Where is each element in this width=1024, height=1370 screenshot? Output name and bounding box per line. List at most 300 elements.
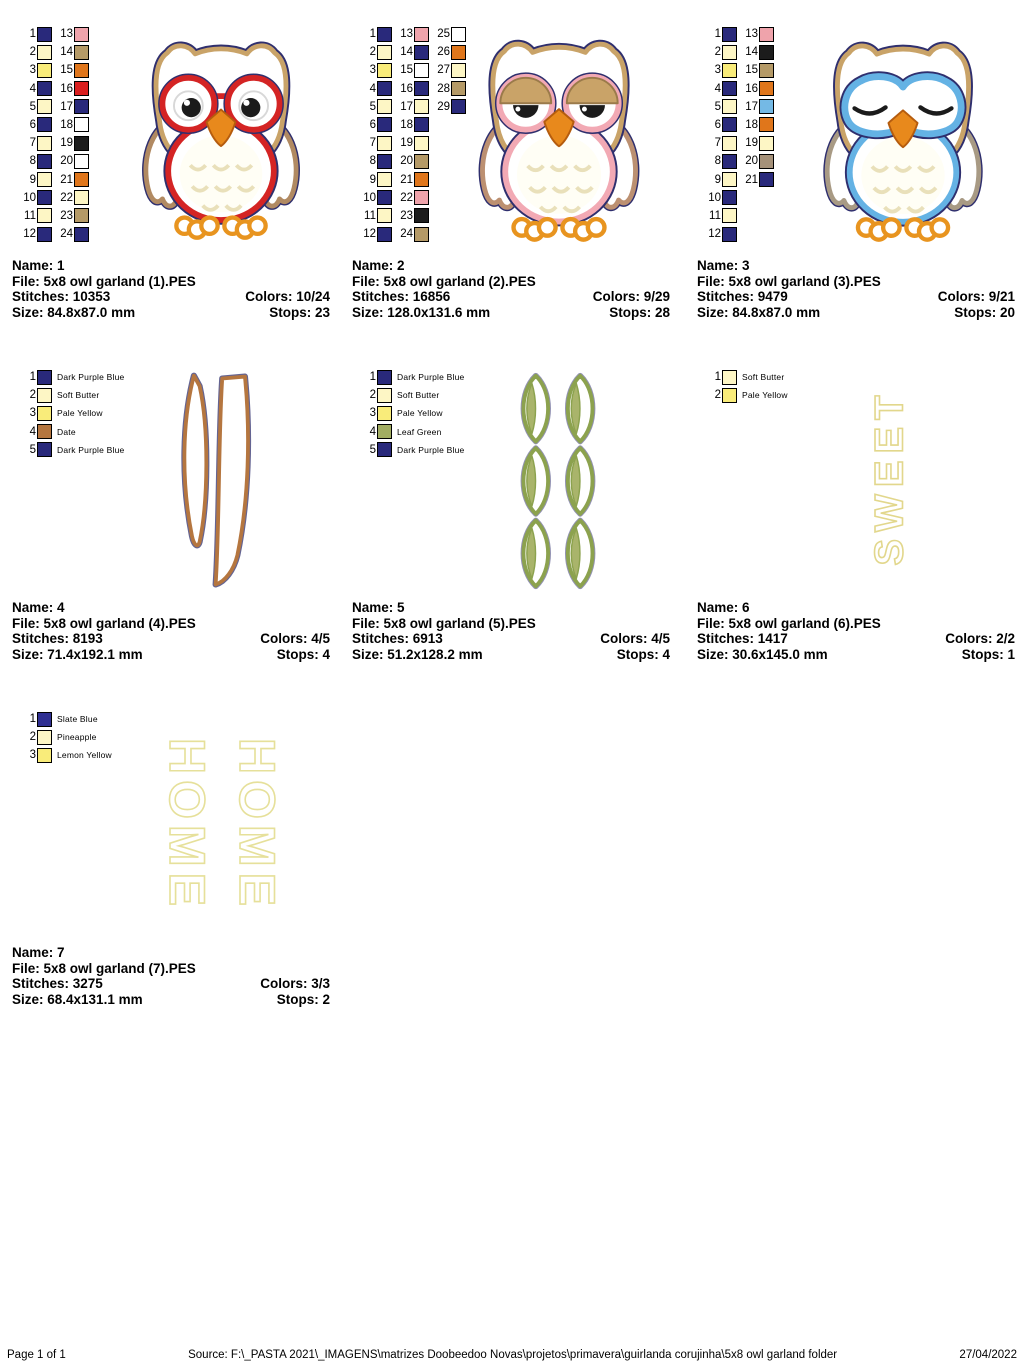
thread-number: 2 [369, 389, 376, 402]
design-card-2 [350, 25, 682, 355]
thread-number: 2 [29, 731, 36, 744]
palette-entry [703, 189, 737, 207]
thread-number: 21 [60, 173, 73, 186]
design-info [12, 600, 330, 663]
thread-number: 22 [400, 191, 413, 204]
thread-number: 21 [400, 173, 413, 186]
thread-color-chip [377, 81, 392, 96]
palette-entry [55, 25, 89, 43]
thread-number: 2 [29, 389, 36, 402]
thread-color-chip [74, 172, 89, 187]
design-card-4 [10, 368, 342, 698]
thread-color-chip [74, 208, 89, 223]
thread-color-chip [722, 388, 737, 403]
thread-color-chip [414, 208, 429, 223]
design-file: File: 5x8 owl garland (4).PES [12, 615, 196, 631]
thread-color-palette [703, 368, 788, 404]
thread-color-chip [74, 99, 89, 114]
design-info [697, 258, 1015, 321]
thread-color-chip [37, 748, 52, 763]
palette-entry [18, 746, 112, 764]
thread-color-chip [377, 63, 392, 78]
sweet-lettering: SWEET [867, 388, 912, 566]
thread-color-chip [37, 45, 52, 60]
palette-entry [55, 171, 89, 189]
thread-color-name: Pale Yellow [57, 408, 103, 419]
thread-color-chip [414, 154, 429, 169]
thread-number: 17 [60, 100, 73, 113]
thread-color-name: Dark Purple Blue [397, 372, 465, 382]
thread-color-chip [377, 136, 392, 151]
thread-color-chip [37, 117, 52, 132]
palette-entry [740, 80, 774, 98]
design-colors: Colors: 9/21 [937, 289, 1015, 305]
palette-entry [18, 423, 124, 441]
thread-number: 3 [369, 407, 376, 420]
thread-color-name: Pale Yellow [742, 390, 788, 401]
thread-color-chip [377, 424, 392, 439]
design-stops: Stops: 2 [276, 992, 330, 1008]
thread-color-chip [759, 63, 774, 78]
thread-number: 3 [29, 749, 36, 762]
thread-number: 26 [437, 46, 450, 59]
design-card-7 [10, 710, 342, 1040]
design-stitches: Stitches: 8193 [12, 631, 103, 647]
thread-color-name: Pale Yellow [397, 408, 443, 419]
palette-entry [740, 25, 774, 43]
thread-number: 23 [60, 209, 73, 222]
design-card-1 [10, 25, 342, 355]
palette-entry [358, 116, 392, 134]
palette-entry [18, 368, 124, 386]
thread-number: 12 [363, 228, 376, 241]
design-info [12, 945, 330, 1008]
thread-color-chip [722, 27, 737, 42]
thread-color-chip [74, 136, 89, 151]
design-stops: Stops: 23 [269, 305, 330, 321]
palette-entry [55, 43, 89, 61]
design-name: Name: 7 [12, 945, 65, 960]
thread-number: 24 [60, 228, 73, 241]
thread-color-chip [377, 406, 392, 421]
thread-color-name: Pineapple [57, 732, 97, 743]
palette-entry [358, 423, 464, 441]
palette-entry [358, 404, 464, 422]
thread-number: 11 [709, 209, 721, 222]
design-size: Size: 30.6x145.0 mm [697, 647, 828, 663]
thread-color-name: Soft Butter [57, 390, 100, 401]
palette-entry [740, 43, 774, 61]
thread-number: 19 [745, 137, 758, 150]
thread-color-chip [722, 227, 737, 242]
palette-entry [358, 207, 392, 225]
thread-number: 24 [400, 228, 413, 241]
thread-color-name: Soft Butter [742, 372, 785, 382]
thread-number: 10 [23, 191, 36, 204]
design-colors: Colors: 4/5 [260, 631, 330, 647]
palette-entry [18, 152, 52, 170]
thread-color-chip [722, 45, 737, 60]
palette-entry [55, 98, 89, 116]
design-stitches: Stitches: 3275 [12, 976, 103, 992]
thread-color-chip [74, 154, 89, 169]
design-size: Size: 84.8x87.0 mm [12, 305, 136, 321]
palette-entry [395, 80, 429, 98]
thread-color-chip [414, 63, 429, 78]
print-date: 27/04/2022 [959, 1349, 1017, 1361]
palette-entry [395, 134, 429, 152]
palette-entry [703, 80, 737, 98]
palette-entry [358, 441, 464, 459]
palette-entry [55, 207, 89, 225]
palette-entry [703, 25, 737, 43]
palette-entry [703, 386, 788, 404]
thread-number: 12 [23, 228, 36, 241]
thread-number: 4 [369, 425, 376, 438]
design-stops: Stops: 4 [276, 647, 330, 663]
thread-color-chip [414, 190, 429, 205]
owl-1-thumbnail [122, 27, 320, 243]
palette-entry [18, 116, 52, 134]
thread-color-chip [74, 117, 89, 132]
thread-number: 16 [400, 82, 413, 95]
thread-number: 3 [714, 64, 721, 77]
palette-entry [395, 43, 429, 61]
thread-number: 13 [400, 28, 413, 40]
palette-entry [395, 207, 429, 225]
design-stops: Stops: 20 [954, 305, 1015, 321]
palette-entry [18, 80, 52, 98]
thread-number: 6 [714, 118, 721, 131]
thread-number: 2 [714, 389, 721, 402]
thread-number: 1 [29, 371, 36, 383]
design-stitches: Stitches: 16856 [352, 289, 451, 305]
design-file: File: 5x8 owl garland (2).PES [352, 273, 536, 289]
palette-entry [703, 61, 737, 79]
thread-color-chip [37, 99, 52, 114]
owl-3-thumbnail [803, 27, 1003, 245]
thread-number: 7 [369, 137, 376, 150]
thread-color-chip [414, 81, 429, 96]
thread-color-name: Soft Butter [397, 390, 440, 401]
thread-color-chip [377, 172, 392, 187]
thread-color-chip [722, 172, 737, 187]
thread-color-chip [377, 154, 392, 169]
thread-number: 6 [29, 118, 36, 131]
design-colors: Colors: 9/29 [592, 289, 670, 305]
thread-color-name: Dark Purple Blue [57, 372, 125, 382]
thread-color-chip [74, 27, 89, 42]
thread-number: 1 [369, 371, 376, 383]
design-size: Size: 68.4x131.1 mm [12, 992, 143, 1008]
palette-entry [358, 171, 392, 189]
thread-color-chip [377, 190, 392, 205]
palette-entry [358, 80, 392, 98]
palette-entry [358, 43, 392, 61]
thread-color-chip [37, 63, 52, 78]
thread-number: 15 [745, 64, 758, 77]
thread-color-chip [377, 45, 392, 60]
palette-entry [703, 171, 737, 189]
palette-entry [55, 116, 89, 134]
design-info [12, 258, 330, 321]
thread-number: 8 [714, 155, 721, 168]
thread-color-palette [358, 368, 464, 459]
thread-number: 2 [714, 46, 721, 59]
palette-entry [395, 171, 429, 189]
thread-color-chip [377, 27, 392, 42]
design-file: File: 5x8 owl garland (5).PES [352, 615, 536, 631]
palette-entry [358, 152, 392, 170]
thread-number: 3 [369, 64, 376, 77]
palette-entry [740, 61, 774, 79]
palette-entry [55, 189, 89, 207]
thread-number: 5 [29, 443, 36, 456]
design-stops: Stops: 4 [616, 647, 670, 663]
thread-color-chip [414, 227, 429, 242]
thread-number: 10 [708, 191, 721, 204]
thread-color-name: Dark Purple Blue [57, 444, 125, 455]
thread-color-palette [358, 25, 466, 243]
design-info [352, 600, 670, 663]
thread-color-name: Lemon Yellow [57, 750, 112, 761]
thread-number: 5 [369, 443, 376, 456]
thread-number: 25 [437, 28, 450, 40]
thread-color-chip [37, 370, 52, 385]
thread-number: 1 [369, 28, 376, 40]
thread-color-chip [37, 730, 52, 745]
thread-number: 23 [400, 209, 413, 222]
thread-number: 14 [745, 46, 758, 59]
palette-entry [18, 134, 52, 152]
palette-entry [18, 728, 112, 746]
palette-entry [740, 116, 774, 134]
thread-number: 14 [400, 46, 413, 59]
thread-color-chip [722, 136, 737, 151]
thread-number: 1 [29, 28, 36, 40]
design-file: File: 5x8 owl garland (1).PES [12, 273, 196, 289]
palette-entry [740, 134, 774, 152]
thread-number: 10 [363, 191, 376, 204]
palette-entry [18, 98, 52, 116]
palette-entry [18, 710, 112, 728]
palette-entry [703, 43, 737, 61]
palette-entry [18, 25, 52, 43]
palette-entry [703, 225, 737, 243]
thread-number: 2 [29, 46, 36, 59]
thread-number: 29 [437, 100, 450, 113]
thread-color-chip [377, 442, 392, 457]
design-size: Size: 128.0x131.6 mm [352, 305, 491, 321]
palette-entry [703, 134, 737, 152]
palette-entry [358, 386, 464, 404]
thread-number: 8 [29, 155, 36, 168]
palette-entry [358, 134, 392, 152]
thread-color-chip [414, 172, 429, 187]
thread-number: 4 [369, 82, 376, 95]
thread-color-palette [18, 25, 89, 243]
thread-color-chip [414, 99, 429, 114]
thread-number: 6 [369, 118, 376, 131]
design-card-5 [350, 368, 682, 698]
palette-entry [703, 98, 737, 116]
thread-color-name: Leaf Green [397, 426, 442, 437]
thread-number: 9 [714, 173, 721, 186]
thread-number: 19 [60, 137, 73, 150]
thread-color-chip [37, 712, 52, 727]
design-name: Name: 6 [697, 600, 750, 615]
thread-number: 17 [745, 100, 758, 113]
thread-number: 1 [29, 713, 36, 725]
palette-entry [18, 171, 52, 189]
thread-number: 11 [24, 209, 36, 222]
thread-number: 7 [714, 137, 721, 150]
thread-number: 4 [29, 425, 36, 438]
thread-number: 17 [400, 100, 413, 113]
thread-color-chip [722, 154, 737, 169]
thread-color-chip [722, 99, 737, 114]
thread-number: 12 [708, 228, 721, 241]
thread-color-chip [759, 99, 774, 114]
thread-number: 9 [29, 173, 36, 186]
owl-2-thumbnail [458, 25, 660, 245]
palette-entry [18, 61, 52, 79]
thread-color-name: Slate Blue [57, 714, 98, 724]
home-lettering: HOME HOME [159, 738, 285, 912]
design-file: File: 5x8 owl garland (7).PES [12, 960, 196, 976]
palette-entry [358, 189, 392, 207]
palette-entry [55, 134, 89, 152]
palette-entry [18, 43, 52, 61]
thread-color-chip [414, 45, 429, 60]
thread-color-chip [759, 154, 774, 169]
thread-color-chip [37, 442, 52, 457]
design-stitches: Stitches: 9479 [697, 289, 788, 305]
thread-color-chip [37, 406, 52, 421]
thread-color-chip [74, 190, 89, 205]
palette-entry [395, 98, 429, 116]
palette-entry [395, 116, 429, 134]
thread-number: 1 [714, 28, 721, 40]
thread-number: 27 [437, 64, 450, 77]
thread-color-chip [759, 45, 774, 60]
thread-color-chip [759, 27, 774, 42]
thread-color-chip [722, 190, 737, 205]
thread-number: 20 [60, 155, 73, 168]
thread-number: 5 [29, 100, 36, 113]
thread-color-chip [37, 227, 52, 242]
thread-number: 3 [29, 407, 36, 420]
design-stops: Stops: 1 [961, 647, 1015, 663]
thread-color-chip [37, 388, 52, 403]
page-number: Page 1 of 1 [7, 1349, 66, 1361]
design-size: Size: 51.2x128.2 mm [352, 647, 483, 663]
palette-entry [395, 225, 429, 243]
thread-color-chip [414, 136, 429, 151]
thread-number: 20 [400, 155, 413, 168]
design-name: Name: 3 [697, 258, 750, 273]
design-colors: Colors: 4/5 [600, 631, 670, 647]
sweet-thumbnail [857, 368, 923, 586]
thread-color-chip [377, 370, 392, 385]
thread-color-chip [759, 136, 774, 151]
branches-thumbnail [162, 370, 274, 592]
thread-color-chip [722, 208, 737, 223]
thread-number: 18 [745, 118, 758, 131]
design-colors: Colors: 3/3 [260, 976, 330, 992]
home-thumbnail [146, 710, 298, 940]
thread-color-chip [722, 81, 737, 96]
thread-number: 2 [369, 46, 376, 59]
design-name: Name: 4 [12, 600, 65, 615]
thread-color-chip [377, 388, 392, 403]
design-colors: Colors: 2/2 [945, 631, 1015, 647]
design-file: File: 5x8 owl garland (3).PES [697, 273, 881, 289]
design-file: File: 5x8 owl garland (6).PES [697, 615, 881, 631]
palette-entry [740, 98, 774, 116]
design-stops: Stops: 28 [609, 305, 670, 321]
palette-entry [18, 189, 52, 207]
thread-color-chip [37, 81, 52, 96]
palette-entry [18, 207, 52, 225]
thread-number: 19 [400, 137, 413, 150]
thread-number: 18 [400, 118, 413, 131]
thread-number: 4 [714, 82, 721, 95]
palette-entry [18, 404, 124, 422]
thread-number: 13 [60, 28, 73, 40]
design-stitches: Stitches: 1417 [697, 631, 788, 647]
thread-number: 21 [745, 173, 758, 186]
thread-color-chip [722, 63, 737, 78]
thread-number: 9 [369, 173, 376, 186]
thread-color-palette [703, 25, 774, 243]
thread-color-chip [377, 227, 392, 242]
palette-entry [358, 25, 392, 43]
thread-color-chip [74, 81, 89, 96]
thread-color-chip [377, 99, 392, 114]
thread-color-chip [722, 117, 737, 132]
thread-number: 22 [60, 191, 73, 204]
leaves-thumbnail [505, 370, 610, 592]
source-path: Source: F:\_PASTA 2021\_IMAGENS\matrizes Doobeedoo Novas\projetos\primavera\guirlanda corujinha\5x8 owl garland folder [188, 1349, 838, 1361]
thread-color-chip [37, 27, 52, 42]
thread-number: 7 [29, 137, 36, 150]
design-stitches: Stitches: 10353 [12, 289, 111, 305]
design-card-6 [695, 368, 1024, 698]
palette-entry [395, 61, 429, 79]
palette-entry [703, 207, 737, 225]
thread-color-chip [37, 208, 52, 223]
palette-entry [55, 152, 89, 170]
thread-color-palette [18, 368, 124, 459]
thread-number: 16 [745, 82, 758, 95]
palette-entry [18, 386, 124, 404]
thread-number: 1 [714, 371, 721, 383]
palette-entry [395, 25, 429, 43]
thread-color-chip [74, 63, 89, 78]
thread-number: 20 [745, 155, 758, 168]
palette-entry [358, 225, 392, 243]
palette-entry [358, 368, 464, 386]
thread-number: 11 [364, 209, 376, 222]
thread-color-chip [759, 81, 774, 96]
thread-color-chip [37, 190, 52, 205]
thread-color-chip [759, 172, 774, 187]
palette-entry [740, 171, 774, 189]
thread-number: 18 [60, 118, 73, 131]
palette-entry [358, 61, 392, 79]
palette-entry [18, 441, 124, 459]
